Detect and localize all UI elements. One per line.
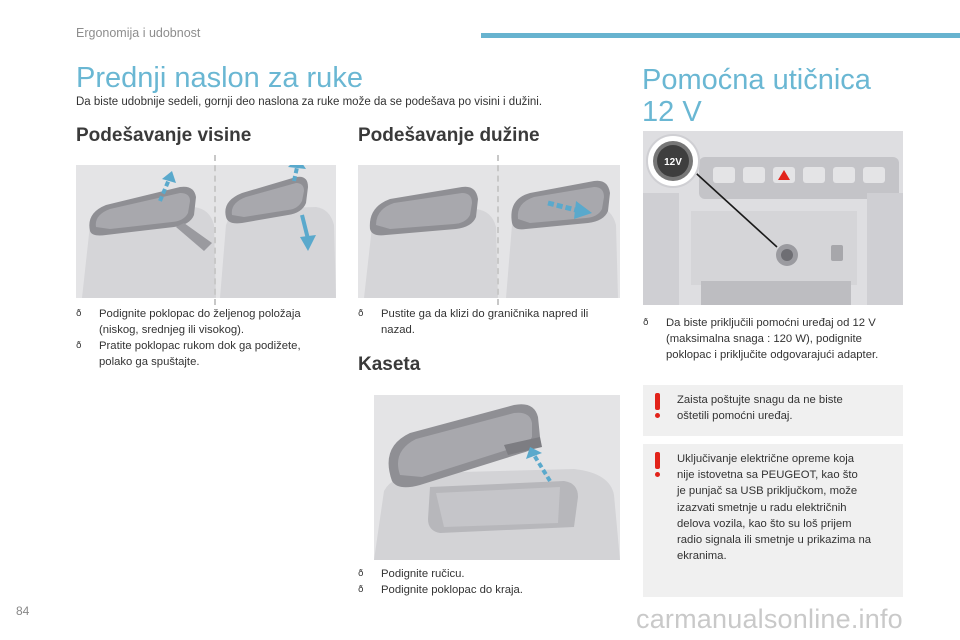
length-instructions <box>358 306 628 338</box>
list-item: ð Podignite poklopac do željenog položaja (niskog, srednjeg ili visokog). <box>76 306 346 338</box>
intro-text: Da biste udobnije sedeli, gornji deo naslona za ruke može da se podešava po visini i dužini. <box>76 96 543 108</box>
cassette-drawing <box>374 395 620 560</box>
socket-illustration <box>643 131 903 305</box>
armrest-height-drawing <box>76 165 336 298</box>
warning-icon <box>655 393 660 410</box>
warning-box-electrical: Uključivanje električne opreme koja nije istovetna sa PEUGEOT, kao što je punjač sa USB priključkom, može izazvati smetnje u radu električnih delova vozila, kao što su loš prijem radio signala ili smetnje u prikazima na ekranima. <box>643 444 903 597</box>
cassette-instructions <box>358 566 628 598</box>
page-number: 84 <box>16 604 30 618</box>
socket-label: 12V <box>664 157 682 168</box>
warning-box-power: Zaista poštujte snagu da ne biste oštetili pomoćni uređaj. <box>643 385 903 436</box>
list-item: ð Podignite ručicu. <box>358 566 628 582</box>
list-item: ð Pustite ga da klizi do graničnika napred ili nazad. <box>358 306 628 338</box>
watermark: carmanualsonline.info <box>636 604 903 634</box>
armrest-length-illustration <box>358 165 620 298</box>
warning-icon <box>655 452 660 469</box>
header-bar <box>481 33 960 38</box>
heading-length-adjust: Podešavanje dužine <box>358 125 540 146</box>
heading-cassette: Kaseta <box>358 354 421 375</box>
console-drawing <box>643 131 903 305</box>
list-item: ð Da biste priključili pomoćni uređaj od 12 V (maksimalna snaga : 120 W), podignite poklopac i priključite odgovarajući adapter. <box>643 315 913 363</box>
list-item: ð Pratite poklopac rukom dok ga podižete, polako ga spuštajte. <box>76 338 346 370</box>
armrest-height-illustration <box>76 165 336 298</box>
socket-instructions <box>643 315 913 363</box>
armrest-length-drawing <box>358 165 620 298</box>
divider-dashed <box>497 155 499 305</box>
divider-dashed <box>214 155 216 305</box>
height-instructions <box>76 306 346 370</box>
list-item: ð Podignite poklopac do kraja. <box>358 582 628 598</box>
socket-title: Pomoćna utičnica 12 V <box>642 64 871 128</box>
heading-height-adjust: Podešavanje visine <box>76 125 252 146</box>
section-header: Ergonomija i udobnost <box>76 26 201 40</box>
cassette-illustration <box>374 395 620 560</box>
page-title: Prednji naslon za ruke <box>76 62 363 94</box>
